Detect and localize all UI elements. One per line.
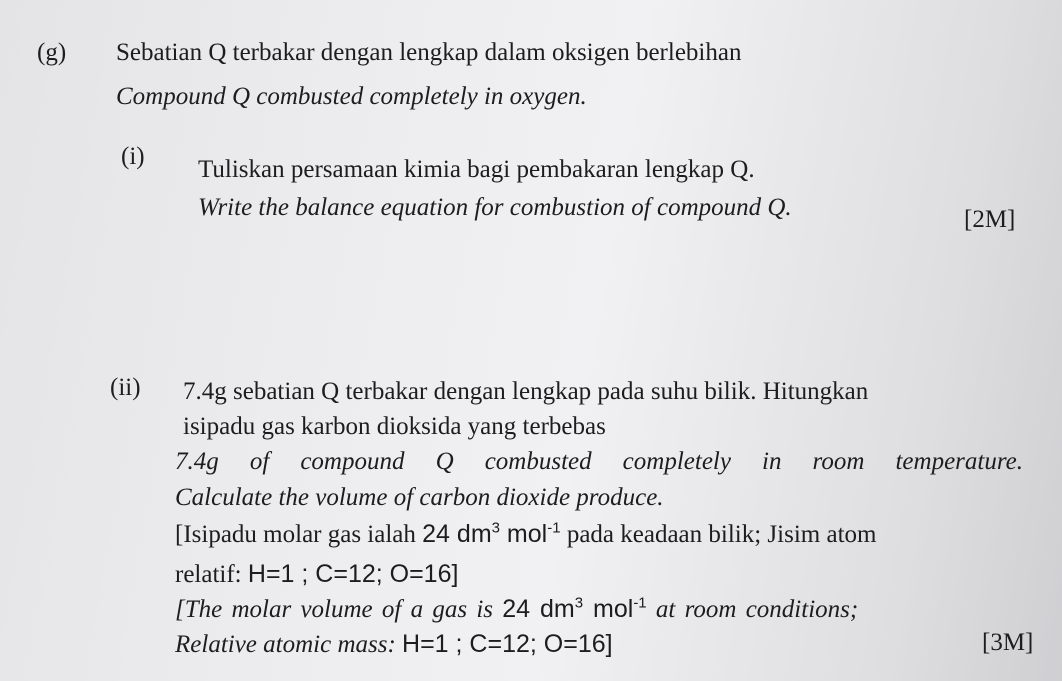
molar-volume-malay-unit: mol	[499, 520, 548, 548]
question-ii-marks: [3M]	[982, 629, 1034, 656]
molar-volume-malay-exp2: -1	[547, 519, 561, 537]
atomic-mass-malay-values: H=1 ; C=12; O=16]	[247, 560, 459, 588]
question-g-label: (g)	[37, 39, 67, 66]
molar-volume-english-line1	[175, 594, 859, 623]
molar-volume-english-suffix: at room conditions;	[646, 596, 859, 623]
molar-volume-english-exp1: 3	[574, 594, 584, 612]
question-ii-english-line2: Calculate the volume of carbon dioxide produce.	[175, 484, 664, 511]
molar-volume-malay-suffix: pada keadaan bilik; Jisim atom	[560, 521, 877, 548]
molar-volume-english-unit: mol	[583, 595, 634, 623]
question-i-marks: [2M]	[964, 206, 1016, 233]
molar-volume-malay-line2	[175, 562, 458, 587]
molar-volume-malay-number: 24 dm	[422, 520, 492, 548]
atomic-mass-english-values: H=1 ; C=12; O=16]	[402, 630, 613, 658]
molar-volume-malay-line1	[175, 519, 877, 548]
question-ii-malay-line2: isipadu gas karbon dioksida yang terbebas	[183, 413, 606, 440]
atomic-mass-malay-prefix: relatif:	[175, 561, 248, 588]
question-ii-malay-line1: 7.4g sebatian Q terbakar dengan lengkap pada suhu bilik. Hitungkan	[183, 378, 869, 405]
question-ii-label: (ii)	[110, 374, 141, 401]
molar-volume-english-exp2: -1	[633, 594, 647, 612]
question-g-malay: Sebatian Q terbakar dengan lengkap dalam oksigen berlebihan	[116, 39, 742, 66]
molar-volume-malay-value	[422, 520, 560, 548]
question-i-label: (i)	[121, 143, 145, 170]
molar-volume-malay-prefix: [Isipadu molar gas ialah	[175, 521, 416, 548]
molar-volume-malay-exp1: 3	[491, 519, 500, 537]
molar-volume-english-number: 24 dm	[502, 595, 575, 623]
question-i-english: Write the balance equation for combustion of compound Q.	[198, 194, 792, 221]
question-g-english: Compound Q combusted completely in oxygen.	[116, 83, 587, 110]
molar-volume-english-prefix: [The molar volume of a gas is	[175, 596, 493, 623]
question-ii-english-line1: 7.4g of compound Q combusted completely in room temperature.	[175, 448, 1023, 475]
question-i-malay: Tuliskan persamaan kimia bagi pembakaran lengkap Q.	[198, 156, 755, 183]
molar-volume-english-value	[502, 595, 646, 623]
molar-volume-english-line2	[175, 632, 613, 657]
atomic-mass-english-prefix: Relative atomic mass:	[175, 631, 403, 658]
